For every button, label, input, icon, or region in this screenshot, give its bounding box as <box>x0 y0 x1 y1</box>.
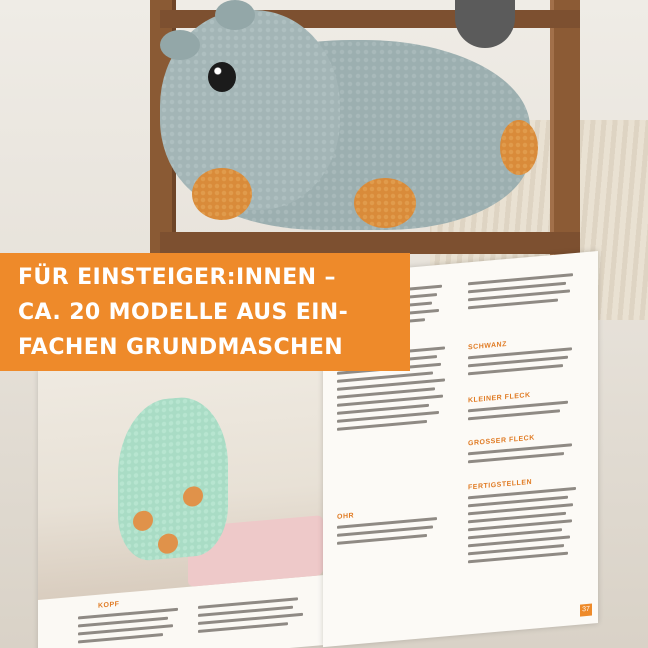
hippo-foot <box>354 178 416 228</box>
hippo-foot <box>192 168 252 220</box>
giraffe-photo <box>38 345 323 600</box>
banner-line-3: FACHEN GRUNDMASCHEN <box>18 335 344 360</box>
hippo-foot <box>500 120 538 175</box>
ladder-rung <box>160 232 580 254</box>
book-page-left <box>38 345 323 648</box>
section-title: SCHWANZ <box>468 340 507 352</box>
section-title: FERTIGSTELLEN <box>468 478 533 492</box>
hippo-ear <box>160 30 200 60</box>
promo-banner <box>0 253 410 371</box>
banner-line-2: CA. 20 MODELLE AUS EIN- <box>18 300 349 325</box>
hippo-eye <box>208 62 236 92</box>
hippo-ear <box>215 0 255 30</box>
hippo-tail <box>455 0 515 48</box>
text-line <box>78 633 163 643</box>
section-title: KOPF <box>98 600 120 610</box>
banner-line-1: FÜR EINSTEIGER:INNEN – <box>18 265 336 290</box>
page-number: 37 <box>580 604 592 617</box>
section-title: GROSSER FLECK <box>468 434 535 448</box>
section-title: OHR <box>337 512 355 521</box>
section-title: KLEINER FLECK <box>468 391 531 405</box>
